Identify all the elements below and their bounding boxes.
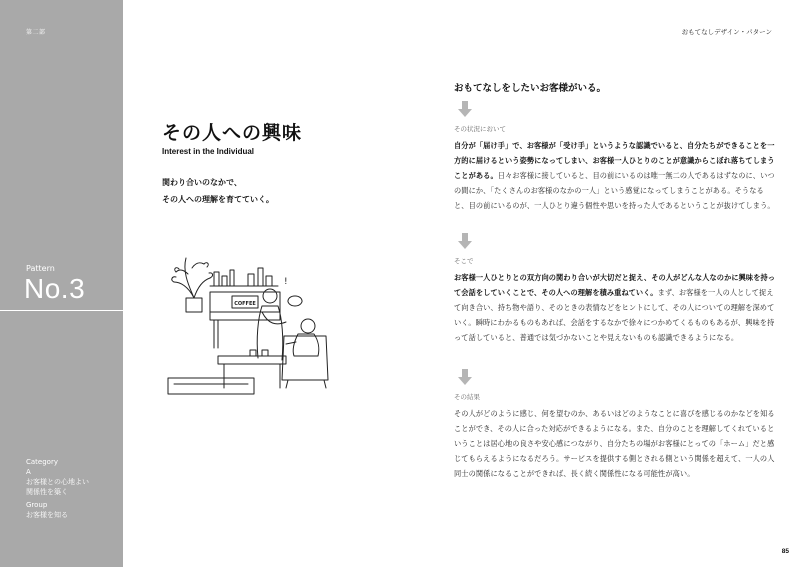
page-title: その人への興味 — [162, 122, 303, 144]
solution-label: そこで — [454, 257, 474, 265]
pattern-label: Pattern — [26, 264, 55, 273]
armchair — [282, 336, 328, 380]
problem-statement: おもてなしをしたいお客様がいる。 — [454, 83, 607, 94]
context-paragraph — [454, 138, 776, 213]
group-value: お客様を知る — [26, 511, 68, 519]
page-number: 85 — [781, 548, 789, 555]
group-label: Group — [26, 501, 48, 509]
context-bold-text: 自分が「届け手」で、お客様が「受け手」というような認識でいると、自分たちができることを一方的に届けるという姿勢になってしまい、お客様一人ひとりのことが意識からこぼれ落ちてしまうことがある。 — [454, 141, 775, 180]
sidebar-divider — [0, 310, 123, 311]
category-value-1: A — [26, 468, 31, 476]
category-value-2: お客様との心地よい — [26, 478, 89, 486]
plant-pot — [186, 298, 202, 312]
coffee-sign: COFFEE — [234, 301, 256, 307]
part-label: 第二部 — [26, 29, 46, 36]
low-table — [218, 356, 286, 364]
context-text: 日々お客様に接していると、目の前にいるのは唯一無二の人であるはずなのに、いつの間にか、「たくさんのお客様のなかの一人」という感覚になってしまうことがある。そうなると、目の前にいるのが、一人ひとり違う個性や思いを持った人であるということが抜けてしまう。 — [454, 171, 775, 210]
result-paragraph: その人がどのように感じ、何を望むのか、あるいはどのようなことに喜びを感じるのかなどを知ることができ、その人に合った対応ができるようになる。また、自分のことを理解してくれているということは居心地の良さや安心感につながり、自分たちの場がお客様にとっての「ホーム」だと感じてもらえるようになるだろう。サービスを提供する側とされる側という関係を超えて、一人の人同士の関係になることができれば、長く続く関係性になる可能性が高い。 — [454, 409, 775, 478]
bench — [168, 378, 254, 394]
sidebar — [0, 0, 123, 567]
solution-bold-text: お客様一人ひとりとの双方向の関わり合いが大切だと捉え、その人がどんな人なのかに興味を持って会話をしていくことで、その人への理解を積み重ねていく。 — [454, 273, 776, 297]
exclamation-icon: ! — [284, 277, 288, 287]
category-value-3: 関係性を築く — [26, 488, 68, 496]
lead-line-1: 関わり合いのなかで、 — [162, 178, 242, 187]
solution-text: まず、お客様を一人の人として捉えて向き合い、持ち物や語り、そのときの表情などをヒントにして、その人についての理解を深めていく。瞬時にわかるものもあれば、会話をするなかで徐々につかめてくるものもあるが、興味を持って話していると、普通では気づかないことや見えないものも認識できるようになる。 — [454, 288, 775, 342]
down-arrow-icon — [458, 233, 472, 249]
staff-head — [263, 289, 277, 303]
down-arrow-icon — [458, 101, 472, 117]
pattern-number: No.3 — [24, 273, 86, 304]
solution-paragraph — [454, 270, 776, 345]
english-title: Interest in the Individual — [162, 147, 255, 156]
context-label: その状況において — [454, 125, 506, 133]
result-label: その結果 — [454, 393, 480, 401]
cafe-illustration — [158, 238, 358, 398]
lead-line-2: その人への理解を育てていく。 — [162, 195, 274, 204]
lead-text — [162, 174, 274, 208]
running-header: おもてなしデザイン・パターン — [681, 28, 772, 36]
category-label: Category — [26, 458, 58, 466]
customer-head — [301, 319, 315, 333]
down-arrow-icon — [458, 369, 472, 385]
speech-bubble-icon — [288, 296, 302, 306]
